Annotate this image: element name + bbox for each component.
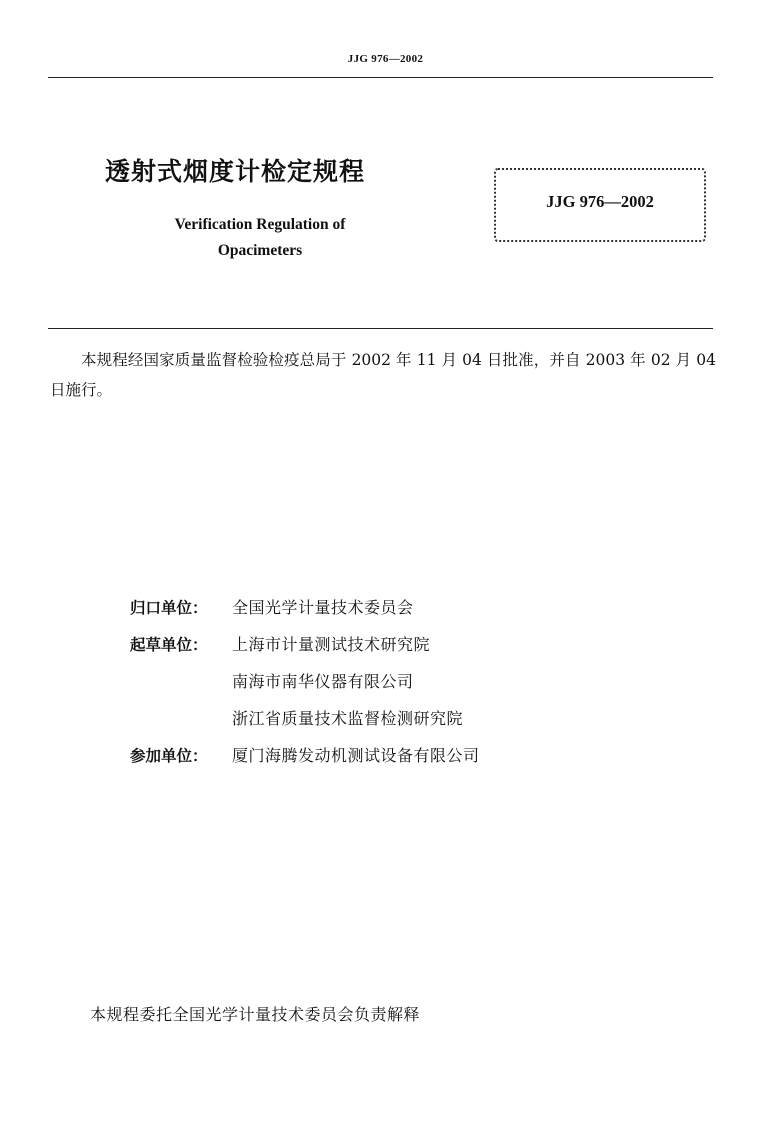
- unit-value: 南海市南华仪器有限公司: [232, 672, 414, 691]
- title-english-line2: Opacimeters: [217, 242, 303, 259]
- unit-value: 厦门海腾发动机测试设备有限公司: [232, 746, 480, 765]
- page-header-code: JJG 976—2002: [347, 53, 424, 65]
- unit-row-drafting: [130, 625, 480, 662]
- unit-label: 参加单位：: [130, 746, 208, 765]
- unit-label: 归口单位：: [130, 598, 208, 617]
- units-list: [130, 588, 480, 773]
- title-english: [130, 212, 390, 264]
- unit-row-drafting-3: [130, 699, 480, 736]
- title-chinese: 透射式烟度计检定规程: [105, 157, 366, 186]
- section-rule: [48, 328, 713, 329]
- unit-value: 上海市计量测试技术研究院: [232, 635, 431, 654]
- unit-row-responsible: [130, 588, 480, 625]
- approval-statement: 本规程经国家质量监督检验检疫总局于 2002 年 11 月 04 日批准，并自 2003 年 02 月 04 日施行。: [50, 351, 716, 399]
- unit-row-participating: [130, 736, 480, 773]
- unit-row-drafting-2: [130, 662, 480, 699]
- unit-label: 起草单位：: [130, 635, 208, 654]
- standard-code: JJG 976—2002: [546, 192, 654, 211]
- unit-value: 浙江省质量技术监督检测研究院: [232, 709, 464, 728]
- interpretation-note: 本规程委托全国光学计量技术委员会负责解释: [90, 1005, 421, 1024]
- header-rule: [48, 77, 713, 78]
- title-english-line1: Verification Regulation of: [174, 216, 346, 233]
- unit-value: 全国光学计量技术委员会: [232, 598, 414, 617]
- standard-code-box: [494, 168, 706, 242]
